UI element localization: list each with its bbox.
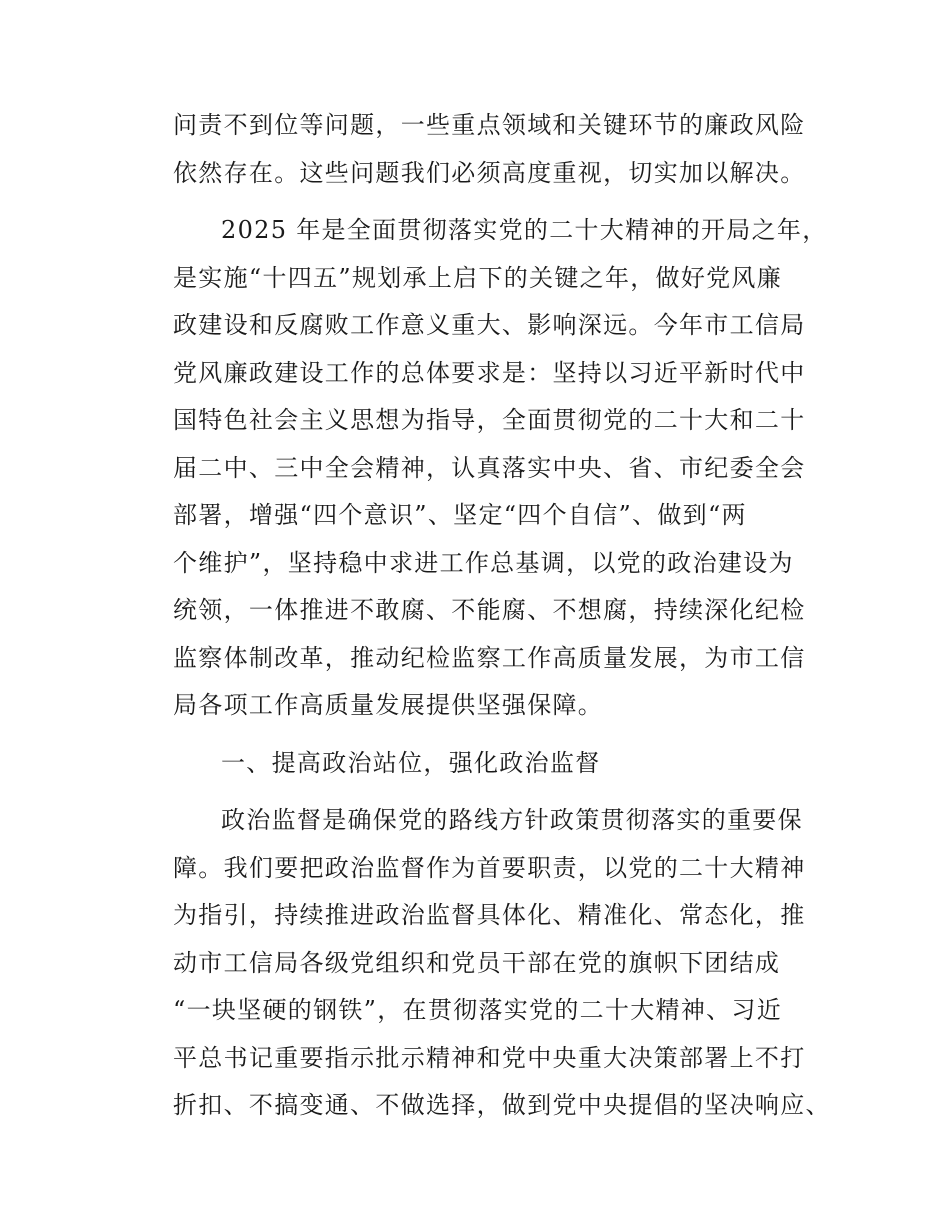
text-line: 动市工信局各级党组织和党员干部在党的旗帜下团结成 [173, 948, 781, 977]
text-line: 监察体制改革，推动纪检监察工作高质量发展，为市工信 [173, 643, 806, 672]
document-body [173, 102, 831, 1130]
text-line: 为指引，持续推进政治监督具体化、精准化、常态化，推 [173, 901, 806, 929]
text-line: 统领，一体推进不敢腐、不能腐、不想腐，持续深化纪检 [173, 596, 806, 624]
text-line: 政建设和反腐败工作意义重大、影响深远。今年市工信局 [173, 311, 806, 339]
text-line: 国特色社会主义思想为指导，全面贯彻党的二十大和二十 [173, 406, 806, 434]
text-line: 2025 年是全面贯彻落实党的二十大精神的开局之年， [221, 216, 828, 244]
text-line: 个维护”，坚持稳中求进工作总基调，以党的政治建设为 [173, 548, 794, 577]
text-line: 折扣、不搞变通、不做选择，做到党中央提倡的坚决响应、 [173, 1091, 831, 1119]
section-heading: 一、提高政治站位，强化政治监督 [221, 748, 601, 777]
text-line: 平总书记重要指示批示精神和党中央重大决策部署上不打 [173, 1043, 806, 1072]
text-line: 问责不到位等问题，一些重点领域和关键环节的廉政风险 [173, 111, 806, 139]
text-line: 局各项工作高质量发展提供坚强保障。 [173, 691, 604, 719]
text-line: 部署，增强“四个意识”、坚定“四个自信”、做到“两 [173, 501, 747, 529]
text-line: 是实施“十四五”规划承上启下的关键之年，做好党风廉 [173, 263, 783, 292]
text-line: 障。我们要把政治监督作为首要职责，以党的二十大精神 [173, 853, 806, 882]
text-line: “一块坚硬的钢铁”，在贯彻落实党的二十大精神、习近 [173, 996, 783, 1024]
text-line: 党风廉政建设工作的总体要求是：坚持以习近平新时代中 [173, 358, 806, 387]
text-line: 政治监督是确保党的路线方针政策贯彻落实的重要保 [221, 806, 803, 834]
text-line: 依然存在。这些问题我们必须高度重视，切实加以解决。 [173, 158, 806, 187]
text-line: 届二中、三中全会精神，认真落实中央、省、市纪委全会 [173, 453, 806, 482]
